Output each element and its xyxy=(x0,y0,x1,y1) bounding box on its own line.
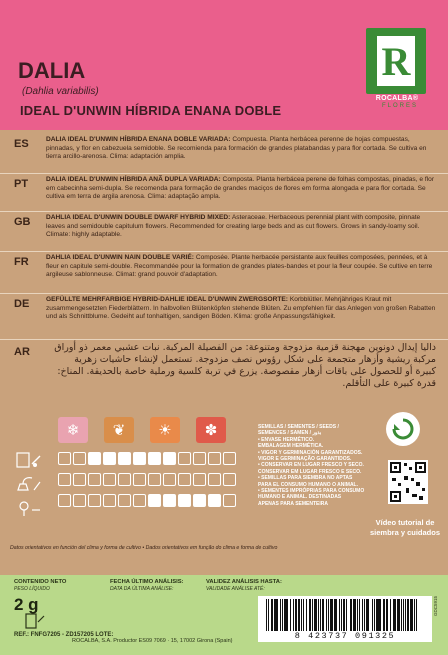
seeds-info-line: • SEMILLAS PARA SIEMBRA NO APTAS xyxy=(258,475,353,482)
calendar-month-active xyxy=(163,494,176,507)
leaf-icon: ❦ xyxy=(104,417,134,443)
calendar-month-active xyxy=(178,494,191,507)
calendar-month xyxy=(103,473,116,486)
validity-sub: VALIDADE ANÁLISE ATÉ: xyxy=(206,586,265,592)
seeds-info-line: APENAS PARA SEMENTEIRA xyxy=(258,500,329,507)
calendar-row xyxy=(58,452,248,465)
barcode-bar xyxy=(416,599,417,631)
net-weight: 2 g xyxy=(14,595,39,614)
vertical-code: GDC5915 xyxy=(433,596,438,617)
calendar-month xyxy=(223,473,236,486)
barcode-bar xyxy=(386,599,388,631)
barcode-bar xyxy=(268,599,269,631)
calendar-month-active xyxy=(118,452,131,465)
calendar-month xyxy=(178,473,191,486)
lang-description: DAHLIA IDEAL D'UNWIN DOUBLE DWARF HYBRID MIXED: Asteraceae. Herbaceous perennial plant with composite, pinnate leaves and semidouble capitulum flowers. Recommended for creating large beds and as cut flowers. Grows in sandy-loamy soil. Climate: highly adaptable. xyxy=(46,214,421,239)
barcode-bar xyxy=(290,599,291,631)
sowing-icon xyxy=(14,450,44,470)
barcode-bar xyxy=(346,599,348,631)
seeds-info-line: • SEMENTES IMPRÓPRIAS PARA CONSUMO xyxy=(258,488,365,495)
barcode-bar xyxy=(368,599,369,631)
seeds-info-line: CONSERVAR EM LUGAR FRESCO E SECO. xyxy=(258,468,362,475)
reference-lot: REF.: FNFG7205 - ZD157205 LOTE: xyxy=(14,632,114,638)
barcode-bar xyxy=(390,599,391,631)
brand-tagline: FLORES xyxy=(381,103,418,109)
calendar-month xyxy=(133,473,146,486)
flowering-icon xyxy=(14,498,44,518)
lang-description: DAHLIA IDEAL D'UNWIN NAIN DOUBLE VARIÉ: Composée. Plante herbacée persistante aux feuilles composées, pennées, et à fleur en capitule semi-double. Recommandée pour la formation de grandes plates-bandes et pour la fleur coupée. Se cultive en terre argileuse sablonneuse. Climat: grand pouvoir d'adaptation. xyxy=(46,254,433,279)
calendar-month-active xyxy=(88,452,101,465)
barcode-bar xyxy=(372,599,373,631)
seeds-info-line: SEMILLAS / SEMENTES / SEEDS / xyxy=(258,424,339,430)
barcode-bar xyxy=(280,599,281,631)
barcode-bar xyxy=(295,599,298,631)
barcode xyxy=(258,596,432,642)
calendar-row xyxy=(58,473,248,486)
lang-description: DALIA IDEAL D'UNWIN HÍBRIDA ENANA DOBLE VARIADA: Compuesta. Planta herbácea perenne de hojas compuestas, pinnadas, y flor en cabezuela semidoble. Se recomienda para formación de grandes platabandas y para flor cortada. Se cultiva en tierra arcillo-arenosa. Clima: adaptación amplia. xyxy=(46,136,427,161)
seeds-info-line: • CONSERVAR EN LUGAR FRESCO Y SECO. xyxy=(258,462,364,469)
calendar-month xyxy=(133,494,146,507)
barcode-bar xyxy=(376,599,379,631)
barcode-bar xyxy=(397,599,400,631)
calendar-month xyxy=(58,452,71,465)
barcode-bar xyxy=(339,599,340,631)
barcode-bar xyxy=(328,599,329,631)
barcode-bar xyxy=(335,599,337,631)
lang-description: DALIA IDEAL D'UNWIN HÍBRIDA ANÃ DUPLA VARIADA: Composta. Planta herbácea perene de folhas compostas, pinadas, e flor em cabecinha semi-dupla. Se recomenda para formação de grandes maciços de flores em forma alongada e para flor cortada. Se cultiva em terra de argila arenosa. Clima: adaptação ampla. xyxy=(46,176,435,201)
calendar-month xyxy=(178,452,191,465)
product-title: DALIA xyxy=(18,58,86,83)
barcode-bar xyxy=(322,599,324,631)
calendar-month xyxy=(73,473,86,486)
barcode-digits: 8 423737 091325 xyxy=(294,631,396,641)
barcode-bar xyxy=(314,599,317,631)
barcode-bar xyxy=(312,599,314,631)
calendar-month-active xyxy=(148,452,161,465)
calendar-month-active xyxy=(193,494,206,507)
sowing-calendar xyxy=(58,452,248,510)
lang-code: PT xyxy=(14,178,29,190)
barcode-bar xyxy=(284,599,286,631)
maple-leaf-icon: ✽ xyxy=(196,417,226,443)
calendar-month-active xyxy=(133,452,146,465)
sun-icon: ☀ xyxy=(150,417,180,443)
content-label: CONTENIDO NETO xyxy=(14,579,67,585)
lang-description-arabic: داليا إيدال دونوين مهجنة قزمية مزدوجة ومتنوعة: من الفصيلة المركبة. نبات عشبي معمر ذو أوراق مركبة ريشية وأزهار متجمعة على شكل رؤوس نصف مزدوجة. تستعمل لإنشاء حاشيات زهرية كبيرة أو للحصول على باقات أزهار مقصوصة. يزرع في تربة كلسية ورملية خاصة بالحديقة. المناخ: قدرة كبيرة على التأقلم. xyxy=(54,342,436,389)
snowflake-icon: ❄ xyxy=(58,417,88,443)
logo-letter: R xyxy=(377,36,415,86)
lang-block-ar xyxy=(0,342,448,406)
lang-code: AR xyxy=(14,346,30,358)
calendar-month xyxy=(148,473,161,486)
calendar-month xyxy=(193,473,206,486)
seed-packet-icon xyxy=(24,612,46,630)
calendar-month-active xyxy=(208,494,221,507)
barcode-bar xyxy=(379,599,381,631)
calendar-month xyxy=(193,452,206,465)
calendar-month xyxy=(88,494,101,507)
calendar-month xyxy=(73,452,86,465)
producer-info: ROCALBA, S.A. Productor ES09 7069 · 15, 17002 Girona (Spain) xyxy=(72,638,233,644)
seeds-info-line: SEMENCES / SAMEN / بذور xyxy=(258,430,322,437)
calendar-month xyxy=(208,452,221,465)
validity-label: VALIDEZ ANÁLISIS HASTA: xyxy=(206,579,282,585)
calendar-month xyxy=(58,494,71,507)
calendar-month xyxy=(163,473,176,486)
calendar-month xyxy=(103,494,116,507)
analysis-date-sub: DATA DA ÚLTIMA ANÁLISE: xyxy=(110,586,174,592)
seeds-info-line: • ENVASE HERMÉTICO. xyxy=(258,436,315,443)
calendar-row xyxy=(58,494,248,507)
calendar-month-active xyxy=(148,494,161,507)
calendar-month xyxy=(73,494,86,507)
lang-block-de xyxy=(0,294,448,340)
calendar-month-active xyxy=(103,452,116,465)
barcode-bar xyxy=(407,599,409,631)
lang-block-es xyxy=(0,134,448,174)
barcode-bar xyxy=(298,599,300,631)
barcode-bar xyxy=(286,599,288,631)
lang-code: DE xyxy=(14,298,30,310)
barcode-bar xyxy=(362,599,364,631)
calendar-month xyxy=(223,452,236,465)
lang-code: ES xyxy=(14,138,29,150)
qr-code-icon[interactable] xyxy=(388,460,428,504)
calendar-month-active xyxy=(163,452,176,465)
season-icons xyxy=(58,417,226,443)
analysis-date-label: FECHA ÚLTIMO ANÁLISIS: xyxy=(110,579,184,585)
barcode-bar xyxy=(394,599,396,631)
seeds-info-line: PARA EL CONSUMO HUMANO O ANIMAL. xyxy=(258,481,358,488)
barcode-bar xyxy=(359,599,360,631)
barcode-bar xyxy=(405,599,406,631)
variety-name: IDEAL D'UNWIN HÍBRIDA ENANA DOBLE xyxy=(20,103,282,118)
transplant-icon xyxy=(14,474,44,494)
barcode-bar xyxy=(353,599,356,631)
video-tutorial-label: Vídeo tutorial de siembra y cuidados xyxy=(369,518,441,537)
barcode-bars xyxy=(266,599,424,631)
content-sub: PESO LÍQUIDO xyxy=(14,586,50,592)
calendar-month xyxy=(58,473,71,486)
barcode-bar xyxy=(309,599,311,631)
lang-block-fr xyxy=(0,252,448,294)
seeds-info-line: • VIGOR Y GERMINACIÓN GARANTIZADOS. xyxy=(258,449,363,456)
calendar-month xyxy=(223,494,236,507)
calendar-month xyxy=(88,473,101,486)
lang-description: GEFÜLLTE MEHRFARBIGE HYBRID-DAHLIE IDEAL D'UNWIN ZWERGSORTE: Korbblütler. Mehrjähriges Kraut mit zusammengesetzten Fiederblättern. In halbvollen Blütenköpfen stehende Blüten. Zu empfehlen für das Anlegen von großen Rabatten und als Schnittblume. Gedeiht auf tonhaltigen, sandigen Böden. Klima: große Anpassungsfähigkeit. xyxy=(46,296,436,321)
barcode-bar xyxy=(401,599,402,631)
recycle-icon xyxy=(386,412,420,446)
lang-block-pt xyxy=(0,174,448,212)
footer-note: Datos orientativos en función del clima y forma de cultivo • Dados orientativos em função do clima e forma de cultivo xyxy=(10,545,278,551)
lang-block-gb xyxy=(0,212,448,252)
seeds-info xyxy=(258,424,376,507)
lang-code: GB xyxy=(14,216,31,228)
calendar-month xyxy=(208,473,221,486)
latin-name: (Dahlia variabilis) xyxy=(22,86,99,97)
brand-name: ROCALBA® xyxy=(375,95,419,102)
brand-logo xyxy=(366,28,426,94)
barcode-bar xyxy=(275,599,278,631)
barcode-bar xyxy=(411,599,413,631)
seeds-info-line: VIGOR E GERMINAÇÃO GARANTIDOS. xyxy=(258,456,352,463)
barcode-bar xyxy=(301,599,302,631)
barcode-bar xyxy=(303,599,304,631)
seeds-info-line: EMBALAGEM HERMÉTICA. xyxy=(258,443,324,450)
calendar-month xyxy=(118,494,131,507)
calendar-month xyxy=(118,473,131,486)
barcode-bar xyxy=(306,599,307,631)
lang-code: FR xyxy=(14,256,29,268)
barcode-bar xyxy=(271,599,273,631)
seeds-info-line: HUMANO E ANIMAL. DESTINADAS xyxy=(258,494,342,501)
barcode-bar xyxy=(330,599,333,631)
barcode-bar xyxy=(343,599,345,631)
barcode-bar xyxy=(366,599,368,631)
